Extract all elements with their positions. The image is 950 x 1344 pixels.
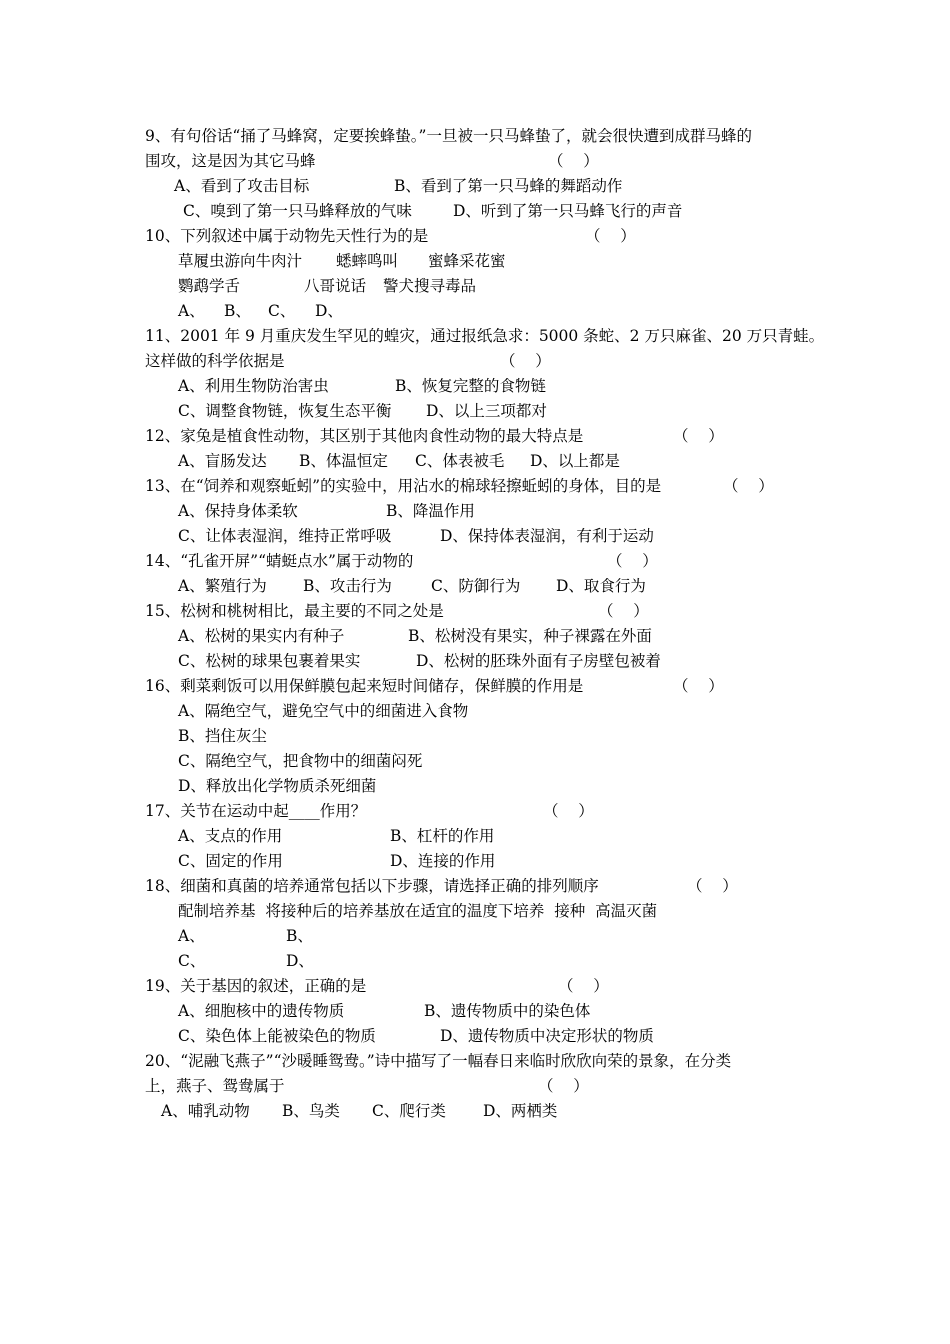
stem-line: 17、关节在运动中起____作用？ xyxy=(145,802,367,820)
stem-line: 这样做的科学依据是 xyxy=(145,352,285,370)
answer-paren: （ ） xyxy=(548,152,599,170)
stem-line: 19、关于基因的叙述，正确的是 xyxy=(145,977,367,995)
answer-paren: （ ） xyxy=(673,427,724,445)
answer-paren: （ ） xyxy=(558,977,609,995)
answer-paren: （ ） xyxy=(543,802,594,820)
option: B、 xyxy=(224,302,251,320)
answer-paren: （ ） xyxy=(723,477,774,495)
answer-paren: （ ） xyxy=(500,352,551,370)
statement: 蟋蟀鸣叫 xyxy=(336,252,399,270)
option: D、以上都是 xyxy=(530,452,620,470)
option: D、两栖类 xyxy=(483,1102,558,1120)
option: C、 xyxy=(178,952,206,970)
stem-line: 13、在“饲养和观察蚯蚓”的实验中，用沾水的棉球轻擦蚯蚓的身体，目的是 xyxy=(145,477,662,495)
option: C、染色体上能被染色的物质 xyxy=(178,1027,376,1045)
stem-line: 14、“孔雀开屏”“蜻蜓点水”属于动物的 xyxy=(145,552,414,570)
option: B、看到了第一只马蜂的舞蹈动作 xyxy=(394,177,623,195)
statement: 草履虫游向牛肉汁 xyxy=(178,252,303,270)
option: C、嗅到了第一只马蜂释放的气味 xyxy=(183,202,412,220)
answer-paren: （ ） xyxy=(687,877,738,895)
stem-line: 上，燕子、鸳鸯属于 xyxy=(145,1077,285,1095)
option: B、降温作用 xyxy=(386,502,475,520)
statement: 蜜蜂采花蜜 xyxy=(428,252,506,270)
option: A、繁殖行为 xyxy=(178,577,267,595)
option: C、爬行类 xyxy=(372,1102,446,1120)
stem-line: 20、“泥融飞燕子”“沙暖睡鸳鸯。”诗中描写了一幅春日来临时欣欣向荣的景象，在分类 xyxy=(145,1052,732,1070)
statement: 警犬搜寻毒品 xyxy=(383,277,477,295)
option: A、保持身体柔软 xyxy=(178,502,298,520)
option: A、松树的果实内有种子 xyxy=(178,627,345,645)
option: D、保持体表湿润，有利于运动 xyxy=(440,527,654,545)
option: D、 xyxy=(286,952,314,970)
option: A、利用生物防治害虫 xyxy=(178,377,329,395)
stem-line: 12、家兔是植食性动物，其区别于其他肉食性动物的最大特点是 xyxy=(145,427,584,445)
option: D、听到了第一只马蜂飞行的声音 xyxy=(453,202,683,220)
option: C、 xyxy=(268,302,296,320)
stem-line: 9、有句俗话“捅了马蜂窝，定要挨蜂蛰。”一旦被一只马蜂蛰了，就会很快遭到成群马蜂的 xyxy=(145,127,752,145)
option: D、 xyxy=(315,302,343,320)
option: B、挡住灰尘 xyxy=(178,727,267,745)
option: A、看到了攻击目标 xyxy=(174,177,310,195)
option: D、遗传物质中决定形状的物质 xyxy=(440,1027,654,1045)
option: B、体温恒定 xyxy=(299,452,388,470)
stem-line: 15、松树和桃树相比，最主要的不同之处是 xyxy=(145,602,444,620)
option: D、释放出化学物质杀死细菌 xyxy=(178,777,377,795)
answer-paren: （ ） xyxy=(585,227,636,245)
option: B、松树没有果实，种子裸露在外面 xyxy=(408,627,652,645)
option: A、 xyxy=(178,302,205,320)
option: A、支点的作用 xyxy=(178,827,283,845)
option: D、取食行为 xyxy=(556,577,646,595)
option: C、固定的作用 xyxy=(178,852,283,870)
option: B、鸟类 xyxy=(282,1102,340,1120)
option: A、细胞核中的遗传物质 xyxy=(178,1002,345,1020)
answer-paren: （ ） xyxy=(607,552,658,570)
option: C、松树的球果包裹着果实 xyxy=(178,652,361,670)
option: A、盲肠发达 xyxy=(178,452,267,470)
option: D、松树的胚珠外面有子房壁包被着 xyxy=(416,652,661,670)
option: B、 xyxy=(286,927,313,945)
option: C、让体表湿润，维持正常呼吸 xyxy=(178,527,392,545)
option: D、以上三项都对 xyxy=(426,402,547,420)
option: B、恢复完整的食物链 xyxy=(395,377,546,395)
statement: 鹦鹉学舌 xyxy=(178,277,241,295)
option: B、杠杆的作用 xyxy=(390,827,495,845)
statement: 配制培养基 将接种后的培养基放在适宜的温度下培养 接种 高温灭菌 xyxy=(178,902,658,920)
option: A、 xyxy=(178,927,205,945)
option: B、攻击行为 xyxy=(303,577,392,595)
option: B、遗传物质中的染色体 xyxy=(424,1002,591,1020)
option: A、哺乳动物 xyxy=(161,1102,250,1120)
option: C、隔绝空气，把食物中的细菌闷死 xyxy=(178,752,423,770)
option: A、隔绝空气，避免空气中的细菌进入食物 xyxy=(178,702,469,720)
stem-line: 18、细菌和真菌的培养通常包括以下步骤，请选择正确的排列顺序 xyxy=(145,877,599,895)
statement: 八哥说话 xyxy=(304,277,367,295)
answer-paren: （ ） xyxy=(598,602,649,620)
answer-paren: （ ） xyxy=(673,677,724,695)
option: D、连接的作用 xyxy=(390,852,496,870)
option: C、调整食物链，恢复生态平衡 xyxy=(178,402,392,420)
stem-line: 16、剩菜剩饭可以用保鲜膜包起来短时间储存，保鲜膜的作用是 xyxy=(145,677,584,695)
stem-line: 围攻，这是因为其它马蜂 xyxy=(145,152,316,170)
option: C、体表被毛 xyxy=(415,452,505,470)
stem-line: 10、下列叙述中属于动物先天性行为的是 xyxy=(145,227,429,245)
answer-paren: （ ） xyxy=(538,1077,589,1095)
stem-line: 11、2001 年 9 月重庆发生罕见的蝗灾，通过报纸急求：5000 条蛇、2 万只麻雀、20 万只青蛙。 xyxy=(145,327,825,345)
option: C、防御行为 xyxy=(431,577,521,595)
